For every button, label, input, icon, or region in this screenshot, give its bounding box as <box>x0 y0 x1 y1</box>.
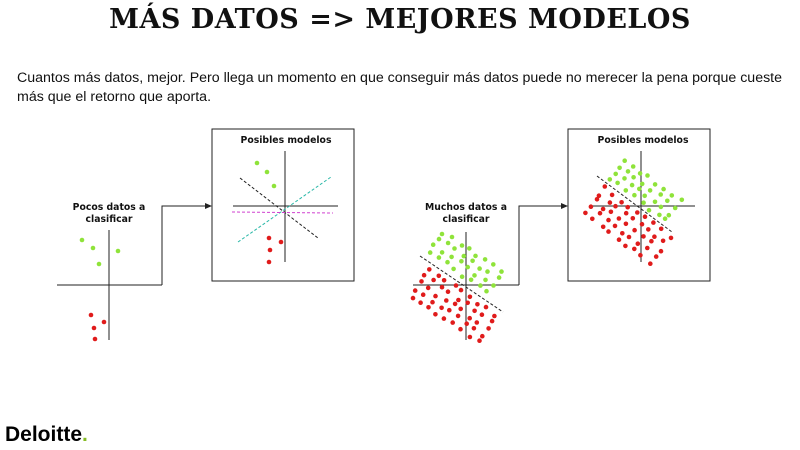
red-point <box>447 308 452 313</box>
red-point <box>453 302 458 307</box>
red-point <box>492 314 497 319</box>
red-point <box>468 295 473 300</box>
red-point <box>609 210 614 215</box>
red-point <box>422 273 427 278</box>
green-point <box>467 246 472 251</box>
green-point <box>449 255 454 260</box>
green-point <box>428 250 433 255</box>
red-point <box>601 225 606 230</box>
red-point <box>465 301 470 306</box>
red-point <box>442 316 447 321</box>
green-point <box>116 249 121 254</box>
red-point <box>583 211 588 216</box>
red-point <box>606 229 611 234</box>
green-point <box>653 200 658 205</box>
red-point <box>638 253 643 258</box>
green-point <box>469 278 474 283</box>
red-point <box>486 326 491 331</box>
green-point <box>470 259 475 264</box>
red-point <box>623 244 628 249</box>
red-point <box>427 267 432 272</box>
red-point <box>413 288 418 293</box>
red-point <box>640 222 645 227</box>
green-point <box>462 254 467 259</box>
green-point <box>272 184 277 189</box>
red-point <box>646 227 651 232</box>
green-point <box>440 250 445 255</box>
red-point <box>617 237 622 242</box>
green-point <box>663 216 668 221</box>
green-point <box>638 171 643 176</box>
green-point <box>484 289 489 294</box>
models-box-few <box>212 129 354 281</box>
green-point <box>665 199 670 204</box>
green-point <box>631 175 636 180</box>
red-point <box>456 298 461 303</box>
red-point <box>659 227 664 232</box>
green-point <box>637 187 642 192</box>
slide-title: MÁS DATOS => MEJORES MODELOS <box>109 4 691 35</box>
green-point <box>667 213 672 218</box>
red-point <box>440 285 445 290</box>
red-point <box>437 274 442 279</box>
red-point <box>484 305 489 310</box>
green-point <box>477 266 482 271</box>
red-point <box>643 214 648 219</box>
red-point <box>649 239 654 244</box>
green-point <box>91 246 96 251</box>
red-point <box>418 300 423 305</box>
green-point <box>437 255 442 260</box>
connector-arrow-2 <box>519 203 568 285</box>
red-point <box>267 260 272 265</box>
green-point <box>499 269 504 274</box>
red-point <box>606 218 611 223</box>
green-point <box>483 278 488 283</box>
red-point <box>92 326 97 331</box>
red-point <box>439 306 444 311</box>
green-point <box>624 188 629 193</box>
green-point <box>647 208 652 213</box>
logo-text: Deloitte <box>5 423 83 446</box>
green-point <box>622 158 627 163</box>
models-box-many-title: Posibles modelos <box>597 135 689 146</box>
green-point <box>658 192 663 197</box>
red-point <box>610 193 615 198</box>
green-point <box>451 267 456 272</box>
red-point <box>268 248 273 253</box>
red-point <box>464 321 469 326</box>
green-point <box>446 241 451 246</box>
green-point <box>615 181 620 186</box>
red-point <box>608 200 613 205</box>
green-point <box>460 274 465 279</box>
red-point <box>648 261 653 266</box>
red-point <box>654 254 659 259</box>
red-point <box>475 320 480 325</box>
green-point <box>465 265 470 270</box>
red-point <box>617 216 622 221</box>
red-point <box>613 224 618 229</box>
red-point <box>426 305 431 310</box>
many-data-input <box>411 202 519 343</box>
red-point <box>624 222 629 227</box>
red-point <box>669 236 674 241</box>
green-point <box>613 172 618 177</box>
green-point <box>670 193 675 198</box>
red-point <box>661 239 666 244</box>
red-point <box>442 278 447 283</box>
red-point <box>641 234 646 239</box>
red-point <box>601 207 606 212</box>
green-point <box>473 254 478 259</box>
few-data-points <box>80 238 121 342</box>
green-point <box>648 188 653 193</box>
green-point <box>445 260 450 265</box>
green-point <box>680 198 685 203</box>
red-point <box>595 197 600 202</box>
red-point <box>480 312 485 317</box>
red-point <box>590 217 595 222</box>
green-point <box>459 259 464 264</box>
red-point <box>446 289 451 294</box>
green-point <box>80 238 85 243</box>
green-point <box>472 273 477 278</box>
green-point <box>483 257 488 262</box>
red-point <box>659 249 664 254</box>
red-point <box>472 326 477 331</box>
red-point <box>89 313 94 318</box>
red-point <box>635 210 640 215</box>
red-point <box>433 312 438 317</box>
green-point <box>608 177 613 182</box>
green-point <box>437 237 442 242</box>
models-box-many <box>568 129 710 281</box>
green-point <box>450 235 455 240</box>
red-point <box>458 307 463 312</box>
green-point <box>622 176 627 181</box>
red-point <box>419 279 424 284</box>
few-data-label-line2: clasificar <box>85 214 133 225</box>
red-point <box>636 241 641 246</box>
red-point <box>589 204 594 209</box>
red-point <box>458 327 463 332</box>
red-point <box>620 231 625 236</box>
red-point <box>467 316 472 321</box>
green-point <box>97 262 102 267</box>
many-data-points <box>411 232 504 343</box>
red-point <box>102 320 107 325</box>
green-point <box>642 194 647 199</box>
green-point <box>659 205 664 210</box>
many-data-label-line2: clasificar <box>442 214 490 225</box>
green-point <box>485 269 490 274</box>
green-point <box>653 182 658 187</box>
green-point <box>631 164 636 169</box>
green-point <box>497 275 502 280</box>
red-point <box>625 205 630 210</box>
green-point <box>265 170 270 175</box>
green-point <box>632 193 637 198</box>
red-point <box>431 278 436 283</box>
red-point <box>430 300 435 305</box>
red-point <box>480 334 485 339</box>
green-point <box>255 161 260 166</box>
red-point <box>651 220 656 225</box>
many-data-label-line1: Muchos datos a <box>425 202 507 213</box>
red-point <box>433 294 438 299</box>
red-point <box>603 184 608 189</box>
red-point <box>411 296 416 301</box>
green-point <box>661 187 666 192</box>
connector-arrow-1 <box>162 203 212 285</box>
red-point <box>627 235 632 240</box>
red-point <box>459 288 464 293</box>
red-point <box>426 286 431 291</box>
green-point <box>640 182 645 187</box>
green-point <box>626 169 631 174</box>
models-box-few-title: Posibles modelos <box>240 135 332 146</box>
red-point <box>468 335 473 340</box>
green-point <box>491 262 496 267</box>
green-point <box>460 243 465 248</box>
green-point <box>673 206 678 211</box>
red-point <box>472 309 477 314</box>
red-point <box>645 246 650 251</box>
red-point <box>93 337 98 342</box>
red-point <box>456 314 461 319</box>
red-point <box>421 292 426 297</box>
green-point <box>491 283 496 288</box>
logo-dot: . <box>82 423 88 446</box>
green-point <box>630 183 635 188</box>
red-point <box>632 247 637 252</box>
red-point <box>477 338 482 343</box>
red-point <box>267 236 272 241</box>
few-data-input <box>57 202 162 341</box>
green-point <box>645 173 650 178</box>
slide-body-text: Cuantos más datos, mejor. Pero llega un momento en que conseguir más datos puede no merecer la pena porque cueste más que el retorno que aporta. <box>17 70 783 105</box>
red-point <box>619 200 624 205</box>
green-point <box>440 232 445 237</box>
few-data-label-line1: Pocos datos a <box>72 202 146 213</box>
red-point <box>631 216 636 221</box>
green-point <box>657 213 662 218</box>
red-point <box>454 283 459 288</box>
deloitte-logo <box>5 423 88 447</box>
red-point <box>490 319 495 324</box>
green-point <box>641 200 646 205</box>
green-point <box>617 166 622 171</box>
red-point <box>475 302 480 307</box>
red-point <box>624 211 629 216</box>
red-point <box>450 320 455 325</box>
red-point <box>652 234 657 239</box>
red-point <box>613 204 618 209</box>
green-point <box>431 242 436 247</box>
red-point <box>279 240 284 245</box>
green-point <box>452 246 457 251</box>
red-point <box>444 298 449 303</box>
red-point <box>598 211 603 216</box>
green-point <box>478 283 483 288</box>
red-point <box>632 228 637 233</box>
